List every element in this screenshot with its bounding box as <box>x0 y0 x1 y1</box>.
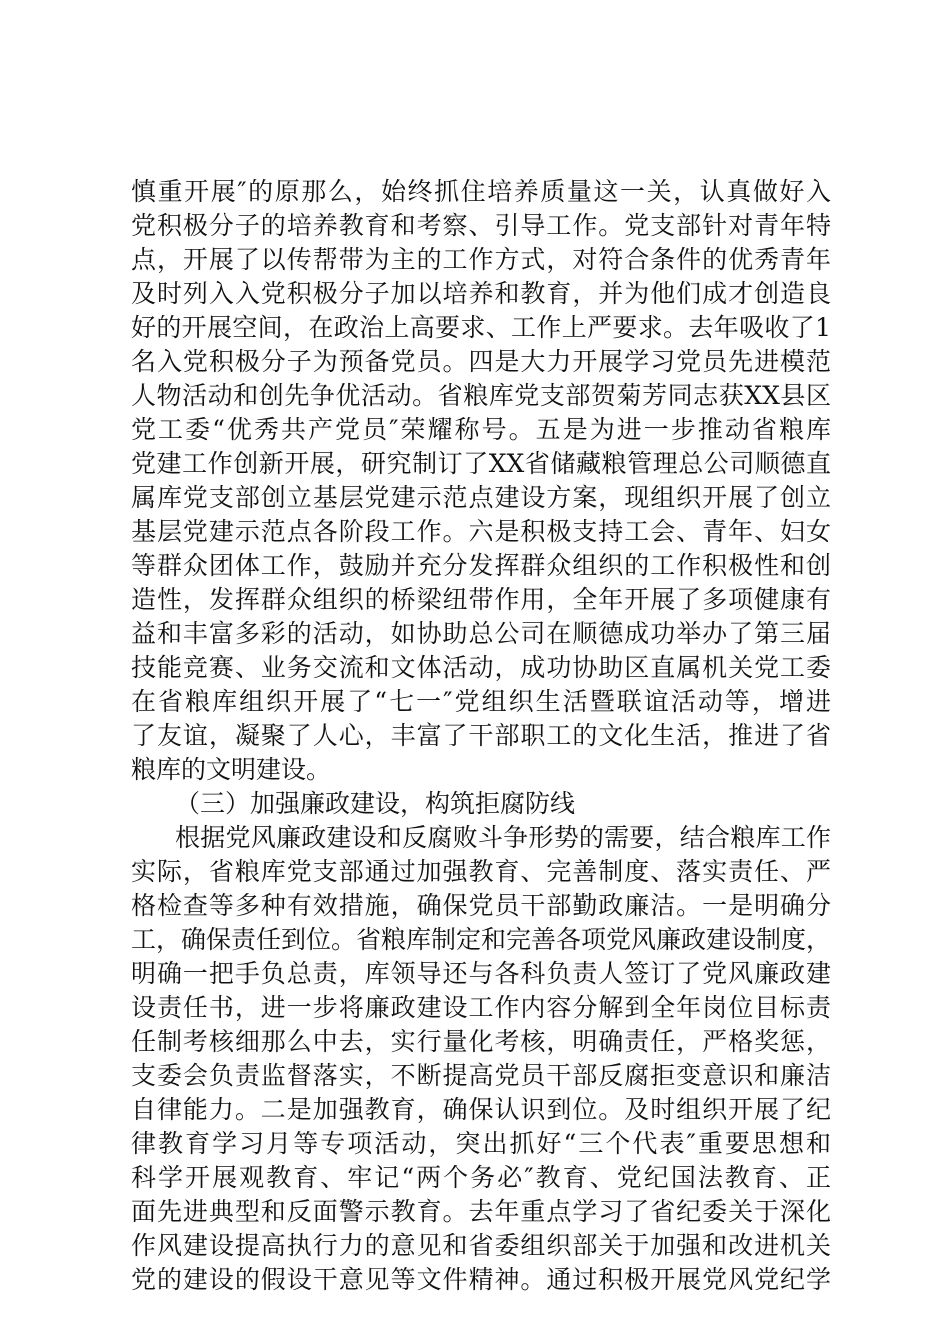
body-text-line: 了友谊，凝聚了人心，丰富了干部职工的文化生活，推进了省 <box>131 721 831 750</box>
body-text-line: 粮库的文明建设。 <box>131 755 332 784</box>
body-text-line: 作风建设提高执行力的意见和省委组织部关于加强和改进机关 <box>131 1231 831 1260</box>
body-text-line: 面先进典型和反面警示教育。去年重点学习了省纪委关于深化 <box>131 1197 831 1226</box>
body-text-line: 在省粮库组织开展了“七一″党组织生活暨联谊活动等，增进 <box>131 687 831 716</box>
body-text-line: 属库党支部创立基层党建示范点建设方案，现组织开展了创立 <box>131 483 831 512</box>
body-text-line: 格检查等多种有效措施，确保党员干部勤政廉洁。一是明确分 <box>131 891 831 920</box>
body-text-line: 律教育学习月等专项活动，突出抓好“三个代表″重要思想和 <box>131 1129 831 1158</box>
section-heading: （三）加强廉政建设，构筑拒腐防线 <box>175 789 576 818</box>
body-text-line: 基层党建示范点各阶段工作。六是积极支持工会、青年、妇女 <box>131 517 831 546</box>
body-text-line: 点，开展了以传帮带为主的工作方式，对符合条件的优秀青年 <box>131 245 831 274</box>
body-text-line: 及时列入入党积极分子加以培养和教育，并为他们成才创造良 <box>131 279 831 308</box>
body-text-line: 党工委“优秀共产党员″荣耀称号。五是为进一步推动省粮库 <box>131 415 831 444</box>
body-text-line: 党建工作创新开展，研究制订了XX省储藏粮管理总公司顺德直 <box>131 449 831 478</box>
body-text-line: 名入党积极分子为预备党员。四是大力开展学习党员先进模范 <box>131 347 831 376</box>
body-text-line: 支委会负责监督落实，不断提高党员干部反腐拒变意识和廉洁 <box>131 1061 831 1090</box>
body-text-line: 明确一把手负总责，库领导还与各科负责人签订了党风廉政建 <box>131 959 831 988</box>
body-text-line: 造性，发挥群众组织的桥梁纽带作用，全年开展了多项健康有 <box>131 585 831 614</box>
body-text-line: 实际，省粮库党支部通过加强教育、完善制度、落实责任、严 <box>131 857 831 886</box>
body-text-line: 人物活动和创先争优活动。省粮库党支部贺菊芳同志获XX县区 <box>131 381 831 410</box>
paragraph-first-line: 根据党风廉政建设和反腐败斗争形势的需要，结合粮库工作 <box>175 823 831 852</box>
body-text-line: 好的开展空间，在政治上高要求、工作上严要求。去年吸收了1 <box>131 313 831 342</box>
body-text-line: 科学开展观教育、牢记“两个务必″教育、党纪国法教育、正 <box>131 1163 831 1192</box>
body-text-line: 设责任书，进一步将廉政建设工作内容分解到全年岗位目标责 <box>131 993 831 1022</box>
body-text-line: 党的建设的假设干意见等文件精神。通过积极开展党风党纪学 <box>131 1265 831 1294</box>
body-text-line: 益和丰富多彩的活动，如协助总公司在顺德成功举办了第三届 <box>131 619 831 648</box>
body-text-line: 慎重开展″的原那么，始终抓住培养质量这一关，认真做好入 <box>131 177 831 206</box>
body-text-line: 党积极分子的培养教育和考察、引导工作。党支部针对青年特 <box>131 211 831 240</box>
body-text-line: 等群众团体工作，鼓励并充分发挥群众组织的工作积极性和创 <box>131 551 831 580</box>
body-text-line: 自律能力。二是加强教育，确保认识到位。及时组织开展了纪 <box>131 1095 831 1124</box>
body-text-line: 工，确保责任到位。省粮库制定和完善各项党风廉政建设制度， <box>131 925 832 954</box>
body-text-line: 任制考核细那么中去，实行量化考核，明确责任，严格奖惩， <box>131 1027 831 1056</box>
body-text-line: 技能竞赛、业务交流和文体活动，成功协助区直属机关党工委 <box>131 653 831 682</box>
